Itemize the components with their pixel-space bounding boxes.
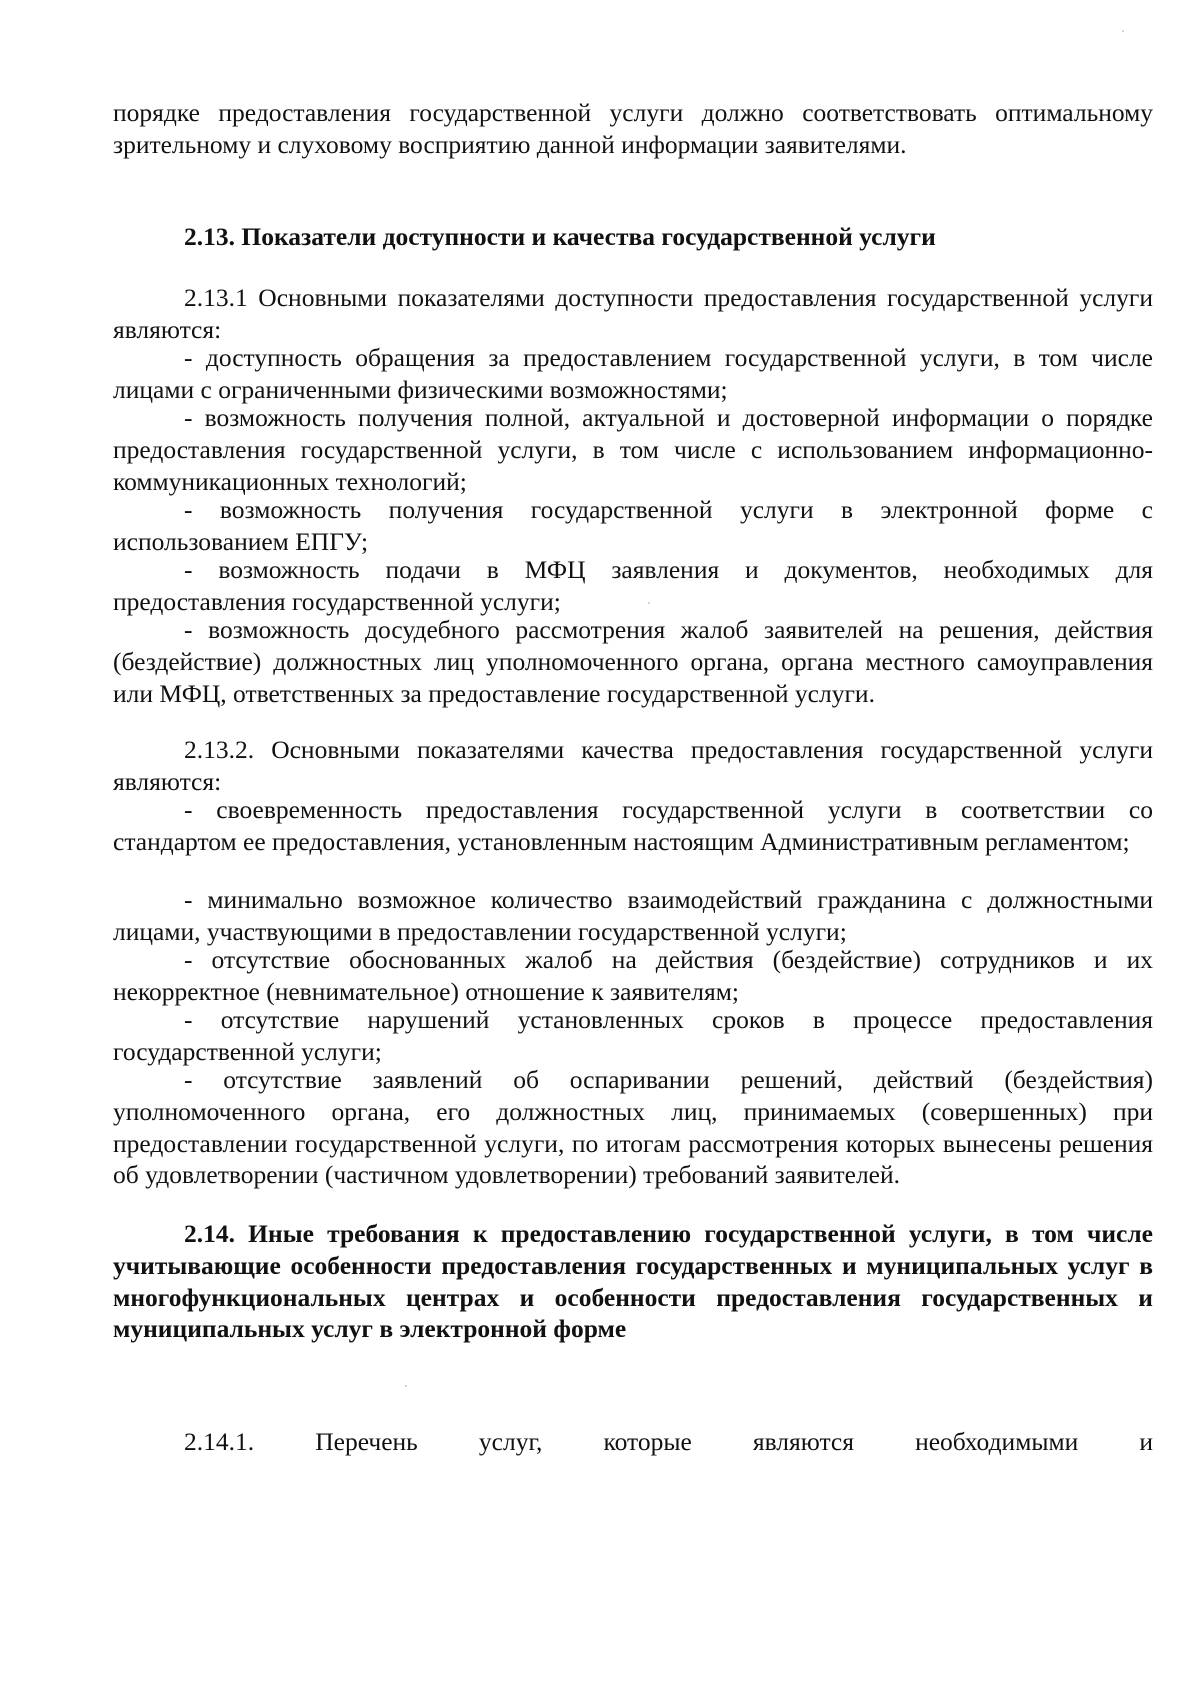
- access-item: - возможность подачи в МФЦ заявления и документов, необходимых для предоставления государственной услуги;: [113, 555, 1153, 616]
- access-item: - доступность обращения за предоставлением государственной услуги, в том числе лицами с ограниченными физическими возможностями;: [113, 343, 1153, 404]
- quality-item: - минимально возможное количество взаимодействий гражданина с должностными лицами, участвующими в предоставлении государственной услуги;: [113, 885, 1153, 946]
- paragraph-2-13-2: 2.13.2. Основными показателями качества предоставления государственной услуги являются:: [113, 735, 1153, 796]
- intro-paragraph: порядке предоставления государственной услуги должно соответствовать оптимальному зрительному и слуховому восприятию данной информации заявителями.: [113, 98, 1153, 159]
- quality-item: - своевременность предоставления государственной услуги в соответствии со стандартом ее предоставления, установленным настоящим Административным регламентом;: [113, 795, 1153, 856]
- scan-speck: [405, 1385, 407, 1387]
- quality-item: - отсутствие нарушений установленных сроков в процессе предоставления государственной услуги;: [113, 1005, 1153, 1066]
- scan-speck: [648, 602, 650, 604]
- scan-speck: [1122, 30, 1124, 32]
- access-item: - возможность досудебного рассмотрения жалоб заявителей на решения, действия (бездействие) должностных лиц уполномоченного органа, органа местного самоуправления или МФЦ, ответственных за предоставление государственной услуги.: [113, 615, 1153, 708]
- access-item: - возможность получения государственной услуги в электронной форме с использованием ЕПГУ;: [113, 495, 1153, 556]
- paragraph-2-14-1: 2.14.1. Перечень услуг, которые являются необходимыми и: [184, 1427, 1153, 1456]
- access-item: - возможность получения полной, актуальной и достоверной информации о порядке предоставления государственной услуги, в том числе с использованием информационно-коммуникационных технологий;: [113, 403, 1153, 496]
- paragraph-2-13-1: 2.13.1 Основными показателями доступности предоставления государственной услуги являются:: [113, 283, 1153, 344]
- quality-item: - отсутствие заявлений об оспаривании решений, действий (бездействия) уполномоченного органа, его должностных лиц, принимаемых (совершенных) при предоставлении государственной услуги, по итогам рассмотрения которых вынесены решения об удовлетворении (частичном удовлетворении) требований заявителей.: [113, 1065, 1153, 1190]
- section-2-14-heading: 2.14. Иные требования к предоставлению государственной услуги, в том числе учитывающие особенности предоставления государственных и муниципальных услуг в многофункциональных центрах и особенности предоставления государственных и муниципальных услуг в электронной форме: [113, 1219, 1153, 1344]
- section-2-13-heading: 2.13. Показатели доступности и качества государственной услуги: [184, 222, 936, 251]
- quality-item: - отсутствие обоснованных жалоб на действия (бездействие) сотрудников и их некорректное (невнимательное) отношение к заявителям;: [113, 945, 1153, 1006]
